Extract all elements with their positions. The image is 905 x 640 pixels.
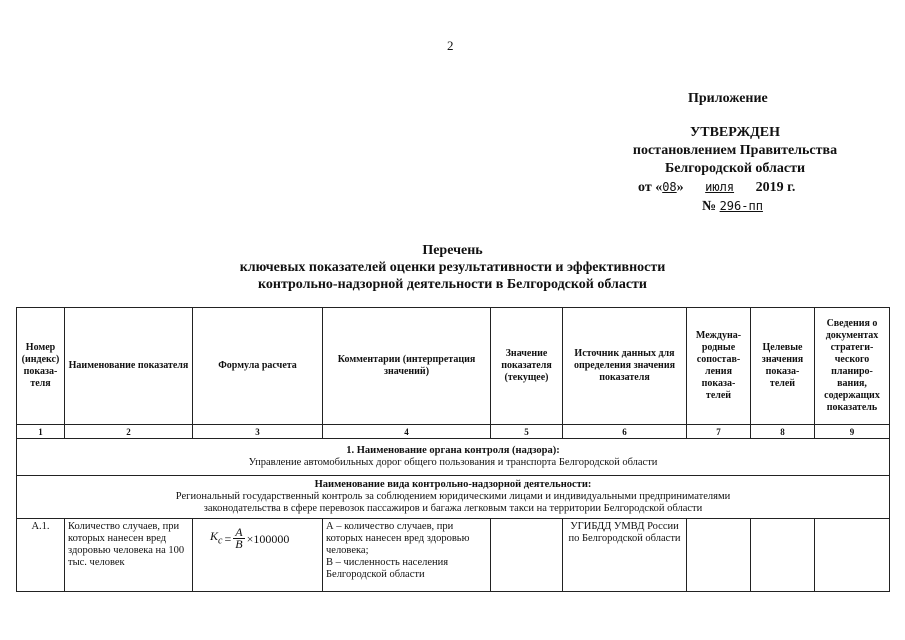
column-number: 5 [491,425,563,439]
formula-equals: = [224,531,232,546]
column-number: 6 [563,425,687,439]
column-number: 4 [323,425,491,439]
indicator-formula [193,519,323,592]
indicator-name: Количество случаев, при которых нанесен вред здоровью человека на 100 тыс. человек [65,519,193,592]
section-control-body [17,439,890,476]
header-cell: Сведения о документах стратеги-ческого планиро-вания, содержащих показатель [815,308,890,425]
indicator-international [687,519,751,592]
date-month: июля [705,180,735,194]
formula-expression [196,521,289,550]
column-number: 2 [65,425,193,439]
formula-multiplier: ×100000 [246,531,290,546]
indicators-table [16,307,890,592]
indicator-index: А.1. [17,519,65,592]
comment-a: А – количество случаев, при которых нанесен вред здоровью человека; [326,521,470,556]
column-number: 9 [815,425,890,439]
number-prefix: № [702,199,717,214]
formula-lhs: $K_c$ [210,528,223,547]
indicator-comment [323,519,491,592]
indicator-documents [815,519,890,592]
approval-line-1: постановлением Правительства [632,143,838,158]
section-2-line-2: законодательства в сфере перевозок пассажиров и багажа легковым такси на территории Белгородской области [203,503,703,514]
table-row [17,519,890,592]
header-cell: Номер (индекс) показа-теля [17,308,65,425]
date-mid: » [676,180,684,195]
column-number: 3 [193,425,323,439]
formula-numerator: A [235,525,243,539]
section-activity-type-row [17,476,890,519]
column-number-row [17,425,890,439]
date-prefix: от « [638,180,663,195]
formula-denominator: B [235,537,243,551]
page-number: 2 [447,38,454,53]
table-header-row [17,308,890,425]
title-line-2: ключевых показателей оценки результативности и эффективности [239,260,666,275]
section-2-line-1: Региональный государственный контроль за соблюдением юридическими лицами и индивидуальными предпринимателями [175,491,731,502]
document-title [0,242,905,293]
header-cell: Комментарии (интерпретация значений) [323,308,491,425]
section-control-body-row [17,439,890,476]
section-1-heading: 1. Наименование органа контроля (надзора): [346,445,560,456]
header-cell: Наименование показателя [65,308,193,425]
approval-number [600,197,870,216]
header-cell: Междуна-родные сопостав-ления показа-телей [687,308,751,425]
indicator-value [491,519,563,592]
number-value: 296-пп [719,199,763,213]
column-number: 8 [751,425,815,439]
header-cell: Формула расчета [193,308,323,425]
date-year: 2019 г. [755,180,796,195]
section-activity-type [17,476,890,519]
approval-stamp [600,90,870,216]
header-cell: Целевые значения показа-телей [751,308,815,425]
indicator-target [751,519,815,592]
comment-b: В – численность населения Белгородской области [326,557,449,580]
date-day: 08 [662,180,677,194]
appendix-label: Приложение [688,91,768,106]
approval-line-2: Белгородской области [664,161,806,176]
header-cell: Значение показателя (текущее) [491,308,563,425]
header-cell: Источник данных для определения значения показателя [563,308,687,425]
approval-date [600,178,870,197]
indicator-source: УГИБДД УМВД России по Белгородской области [563,519,687,592]
section-2-heading: Наименование вида контрольно-надзорной деятельности: [314,479,592,490]
title-line-1: Перечень [422,243,483,258]
formula-fraction [233,527,244,550]
section-1-text: Управление автомобильных дорог общего пользования и транспорта Белгородской области [248,457,658,468]
column-number: 7 [687,425,751,439]
approved-label: УТВЕРЖДЕН [689,125,781,140]
title-line-3: контрольно-надзорной деятельности в Белгородской области [258,277,647,292]
column-number: 1 [17,425,65,439]
